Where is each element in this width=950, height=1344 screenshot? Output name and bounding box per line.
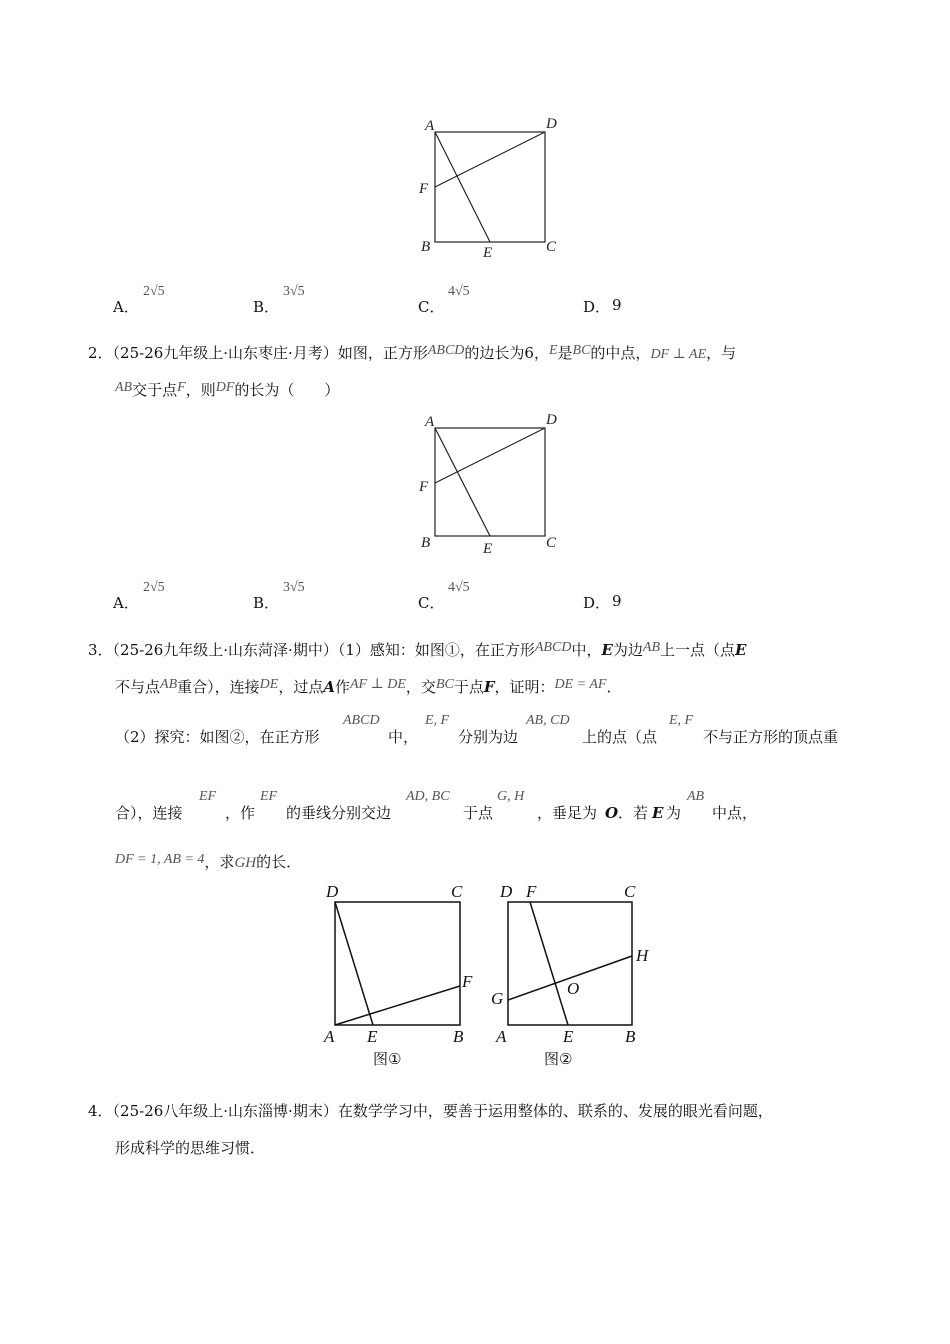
label-g: G bbox=[491, 989, 504, 1008]
label-e: E bbox=[483, 541, 493, 557]
option-d-value: 9 bbox=[612, 592, 622, 610]
label-c: C bbox=[546, 535, 557, 551]
option-b-value: 3√5 bbox=[283, 284, 305, 299]
q3-line5: DF = 1, AB = 4，求GH的长． bbox=[115, 852, 302, 871]
caption-fig2: 图② bbox=[544, 1050, 573, 1068]
label-b: B bbox=[453, 1027, 464, 1046]
q4-line1: 4．（25-26八年级上·山东淄博·期末）在数学学习中，要善于运用整体的、联系的、发展的眼光看问题， bbox=[88, 1102, 773, 1120]
option-c-label: C． bbox=[418, 594, 445, 612]
figure-q2 bbox=[410, 408, 570, 558]
caption-fig1: 图① bbox=[373, 1050, 402, 1068]
q3-line2: 不与点AB重合），连接DE，过点A作AF ⊥ DE，交BC于点F，证明：DE = AF． bbox=[115, 677, 622, 696]
option-b-label: B． bbox=[253, 594, 280, 612]
label-d: D bbox=[500, 882, 513, 901]
label-e: E bbox=[367, 1027, 378, 1046]
option-a-label: A． bbox=[113, 594, 139, 612]
label-f: F bbox=[462, 972, 473, 991]
label-e: E bbox=[483, 245, 493, 261]
option-d-value: 9 bbox=[612, 296, 622, 314]
option-d-label: D． bbox=[583, 298, 611, 316]
q4-line2: 形成科学的思维习惯． bbox=[115, 1139, 266, 1157]
option-d-label: D． bbox=[583, 594, 611, 612]
label-a: A bbox=[324, 1027, 335, 1046]
label-c: C bbox=[451, 882, 463, 901]
option-c-label: C． bbox=[418, 298, 445, 316]
label-b: B bbox=[421, 535, 431, 551]
option-a-value: 2√5 bbox=[143, 580, 165, 595]
option-a-value: 2√5 bbox=[143, 284, 165, 299]
label-h: H bbox=[636, 946, 649, 965]
label-a: A bbox=[425, 118, 435, 134]
option-c-value: 4√5 bbox=[448, 580, 470, 595]
option-b-value: 3√5 bbox=[283, 580, 305, 595]
q3-line1: 3．（25-26九年级上·山东菏泽·期中）（1）感知：如图①，在正方形ABCD中，E为边AB上一点（点E bbox=[88, 640, 747, 659]
label-e: E bbox=[563, 1027, 574, 1046]
figure-q3 bbox=[318, 878, 658, 1074]
label-a: A bbox=[425, 414, 435, 430]
option-a-label: A． bbox=[113, 298, 139, 316]
label-b: B bbox=[625, 1027, 636, 1046]
q2-line2: AB交于点F，则DF的长为（ ） bbox=[115, 380, 340, 399]
label-b: B bbox=[421, 239, 431, 255]
label-f: F bbox=[419, 479, 429, 495]
option-b-label: B． bbox=[253, 298, 280, 316]
label-d: D bbox=[546, 116, 557, 132]
option-c-value: 4√5 bbox=[448, 284, 470, 299]
label-d: D bbox=[546, 412, 557, 428]
label-d: D bbox=[326, 882, 339, 901]
label-c: C bbox=[624, 882, 636, 901]
label-f: F bbox=[419, 181, 429, 197]
label-o: O bbox=[567, 979, 580, 998]
label-c: C bbox=[546, 239, 557, 255]
q2-line1: 2．（25-26九年级上·山东枣庄·月考）如图，正方形ABCD的边长为6，E是BC的中点，DF ⊥ AE，与 bbox=[88, 343, 737, 362]
label-f: F bbox=[526, 882, 537, 901]
label-a: A bbox=[496, 1027, 507, 1046]
figure-q1 bbox=[410, 112, 570, 262]
